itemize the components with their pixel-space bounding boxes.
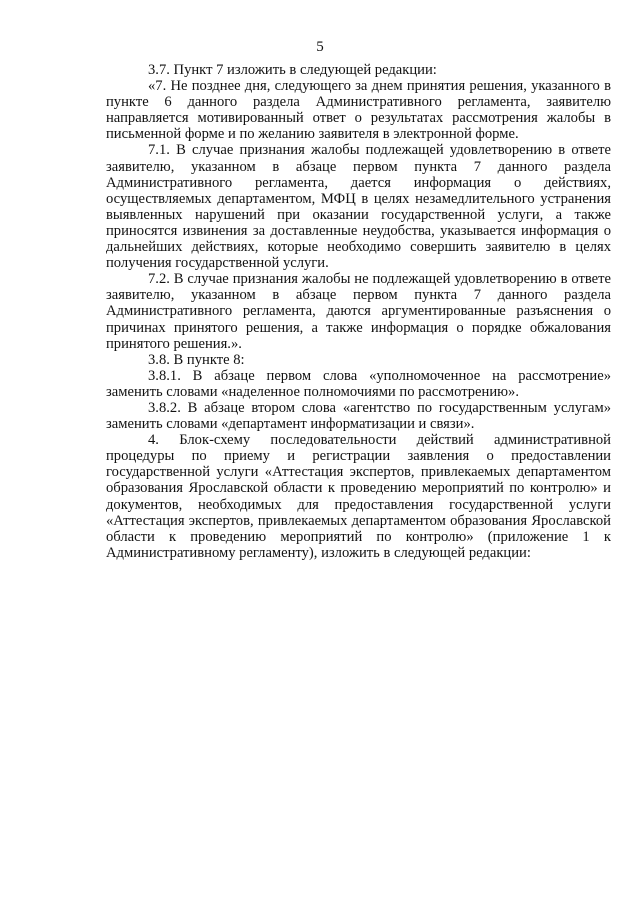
paragraph-3-8-heading: 3.8. В пункте 8: [148,351,245,368]
page-number: 5 [316,39,324,55]
paragraph-7-2: 7.2. В случае признания жалобы не подлежащей удовлетворению в ответе заявителю, указанном в абзаце первом пункта 7 данного раздела Административного регламента, даются аргументированные разъяснения о причинах принятого решения, а также информация о порядке обжалования принятого решения.». [106,271,611,352]
paragraph-3-8-1: 3.8.1. В абзаце первом слова «уполномоченное на рассмотрение» заменить словами «наделенное полномочиями по рассмотрению». [106,367,611,400]
document-body [106,62,611,561]
paragraph-3-8-2: 3.8.2. В абзаце втором слова «агентство по государственным услугам» заменить словами «департамент информатизации и связи». [106,399,611,433]
paragraph-7: «7. Не позднее дня, следующего за днем принятия решения, указанного в пункте 6 данного раздела Административного регламента, заявителю направляется мотивированный ответ о результатах рассмотрения жалобы в письменной форме и по желанию заявителя в электронной форме. [106,78,611,143]
paragraph-4: 4. Блок-схему последовательности действий административной процедуры по приему и регистрации заявления о предоставлении государственной услуги «Аттестация экспертов, привлекаемых департаментом образования Ярославской области к проведению мероприятий по контролю» и документов, необходимых для предоставления государственной услуги «Аттестация экспертов, привлекаемых департаментом образования Ярославской области к проведению мероприятий по контролю» (приложение 1 к Административному регламенту), изложить в следующей редакции: [106,432,611,561]
paragraph-7-1: 7.1. В случае признания жалобы подлежащей удовлетворению в ответе заявителю, указанном в абзаце первом пункта 7 данного раздела Административного регламента, дается информация о действиях, осуществляемых департаментом, МФЦ в целях незамедлительного устранения выявленных нарушений при оказании государственной услуги, а также приносятся извинения за доставленные неудобства, указывается информация о дальнейших действиях, которые необходимо совершить заявителю в целях получения государственной услуги. [106,142,611,272]
paragraph-3-7-heading: 3.7. Пункт 7 изложить в следующей редакции: [148,62,437,78]
